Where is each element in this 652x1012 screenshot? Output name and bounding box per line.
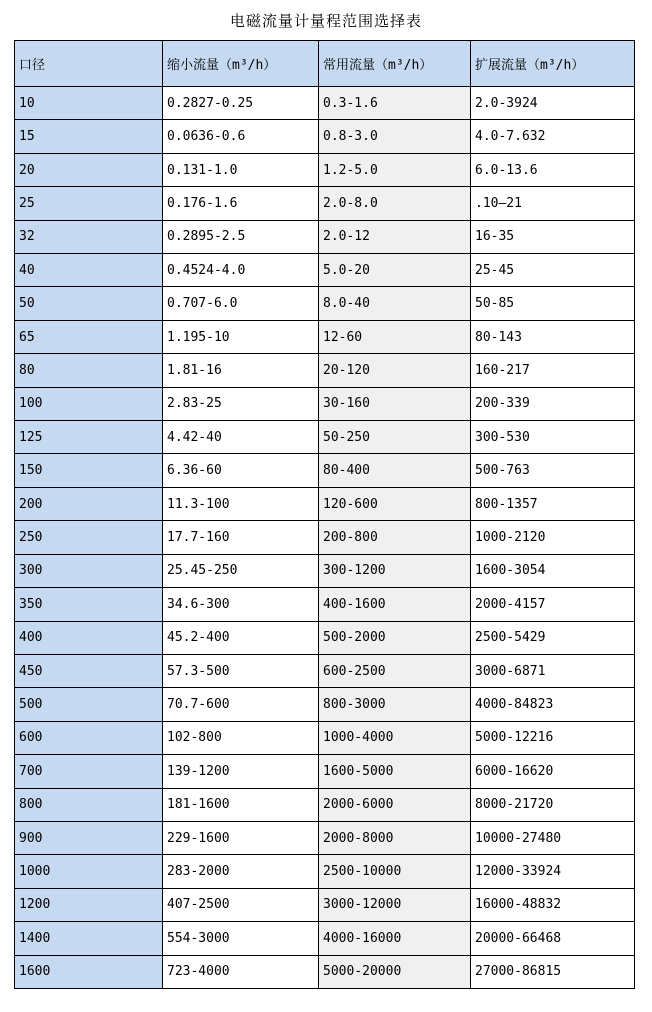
table-header-row [15, 41, 635, 87]
reduced-flow-cell: 0.2895-2.5 [163, 220, 319, 253]
extended-flow-cell: 1000-2120 [471, 521, 635, 554]
extended-flow-cell: 6.0-13.6 [471, 153, 635, 186]
common-flow-cell: 1000-4000 [319, 721, 471, 754]
reduced-flow-cell: 4.42-40 [163, 421, 319, 454]
diameter-cell: 80 [15, 354, 163, 387]
common-flow-cell: 5000-20000 [319, 955, 471, 988]
diameter-cell: 65 [15, 320, 163, 353]
diameter-cell: 1400 [15, 922, 163, 955]
reduced-flow-cell: 25.45-250 [163, 554, 319, 587]
reduced-flow-cell: 0.2827-0.25 [163, 87, 319, 120]
common-flow-cell: 80-400 [319, 454, 471, 487]
table-body [15, 87, 635, 989]
diameter-cell: 125 [15, 421, 163, 454]
diameter-cell: 700 [15, 755, 163, 788]
table-row [15, 621, 635, 654]
common-flow-cell: 300-1200 [319, 554, 471, 587]
diameter-cell: 150 [15, 454, 163, 487]
diameter-cell: 32 [15, 220, 163, 253]
reduced-flow-cell: 0.176-1.6 [163, 187, 319, 220]
reduced-flow-cell: 57.3-500 [163, 654, 319, 687]
table-row [15, 855, 635, 888]
common-flow-cell: 0.8-3.0 [319, 120, 471, 153]
table-row [15, 755, 635, 788]
table-row [15, 387, 635, 420]
common-flow-cell: 2.0-8.0 [319, 187, 471, 220]
table-row [15, 454, 635, 487]
extended-flow-cell: 20000-66468 [471, 922, 635, 955]
diameter-cell: 1000 [15, 855, 163, 888]
table-row [15, 688, 635, 721]
table-row [15, 922, 635, 955]
extended-flow-cell: 3000-6871 [471, 654, 635, 687]
extended-flow-cell: 80-143 [471, 320, 635, 353]
reduced-flow-cell: 407-2500 [163, 888, 319, 921]
reduced-flow-cell: 11.3-100 [163, 487, 319, 520]
reduced-flow-cell: 229-1600 [163, 821, 319, 854]
table-row [15, 87, 635, 120]
reduced-flow-cell: 1.81-16 [163, 354, 319, 387]
diameter-cell: 250 [15, 521, 163, 554]
table-row [15, 320, 635, 353]
diameter-cell: 900 [15, 821, 163, 854]
table-row [15, 554, 635, 587]
extended-flow-cell: 10000-27480 [471, 821, 635, 854]
diameter-cell: 1200 [15, 888, 163, 921]
table-row [15, 354, 635, 387]
table-row [15, 788, 635, 821]
table-row [15, 487, 635, 520]
diameter-cell: 300 [15, 554, 163, 587]
common-flow-cell: 1600-5000 [319, 755, 471, 788]
reduced-flow-cell: 6.36-60 [163, 454, 319, 487]
reduced-flow-cell: 102-800 [163, 721, 319, 754]
diameter-cell: 40 [15, 254, 163, 287]
common-flow-cell: 2.0-12 [319, 220, 471, 253]
reduced-flow-cell: 34.6-300 [163, 588, 319, 621]
extended-flow-cell: .10—21 [471, 187, 635, 220]
common-flow-cell: 20-120 [319, 354, 471, 387]
reduced-flow-cell: 554-3000 [163, 922, 319, 955]
common-flow-cell: 0.3-1.6 [319, 87, 471, 120]
reduced-flow-cell: 0.707-6.0 [163, 287, 319, 320]
reduced-flow-cell: 1.195-10 [163, 320, 319, 353]
diameter-cell: 400 [15, 621, 163, 654]
flow-range-table [14, 40, 635, 989]
common-flow-cell: 2000-8000 [319, 821, 471, 854]
table-row [15, 955, 635, 988]
common-flow-cell: 3000-12000 [319, 888, 471, 921]
extended-flow-cell: 16000-48832 [471, 888, 635, 921]
diameter-cell: 20 [15, 153, 163, 186]
common-flow-cell: 500-2000 [319, 621, 471, 654]
common-flow-cell: 4000-16000 [319, 922, 471, 955]
diameter-cell: 10 [15, 87, 163, 120]
extended-flow-cell: 16-35 [471, 220, 635, 253]
extended-flow-cell: 2.0-3924 [471, 87, 635, 120]
col-header-common-flow: 常用流量（m³/h） [319, 41, 471, 87]
common-flow-cell: 8.0-40 [319, 287, 471, 320]
reduced-flow-cell: 283-2000 [163, 855, 319, 888]
table-row [15, 287, 635, 320]
extended-flow-cell: 300-530 [471, 421, 635, 454]
extended-flow-cell: 25-45 [471, 254, 635, 287]
col-header-diameter: 口径 [15, 41, 163, 87]
reduced-flow-cell: 181-1600 [163, 788, 319, 821]
diameter-cell: 200 [15, 487, 163, 520]
common-flow-cell: 50-250 [319, 421, 471, 454]
common-flow-cell: 2500-10000 [319, 855, 471, 888]
common-flow-cell: 200-800 [319, 521, 471, 554]
table-row [15, 153, 635, 186]
extended-flow-cell: 2500-5429 [471, 621, 635, 654]
extended-flow-cell: 27000-86815 [471, 955, 635, 988]
common-flow-cell: 400-1600 [319, 588, 471, 621]
diameter-cell: 1600 [15, 955, 163, 988]
common-flow-cell: 12-60 [319, 320, 471, 353]
extended-flow-cell: 50-85 [471, 287, 635, 320]
diameter-cell: 800 [15, 788, 163, 821]
extended-flow-cell: 5000-12216 [471, 721, 635, 754]
table-row [15, 187, 635, 220]
reduced-flow-cell: 723-4000 [163, 955, 319, 988]
extended-flow-cell: 1600-3054 [471, 554, 635, 587]
reduced-flow-cell: 70.7-600 [163, 688, 319, 721]
table-row [15, 120, 635, 153]
extended-flow-cell: 200-339 [471, 387, 635, 420]
diameter-cell: 350 [15, 588, 163, 621]
extended-flow-cell: 4.0-7.632 [471, 120, 635, 153]
reduced-flow-cell: 0.131-1.0 [163, 153, 319, 186]
diameter-cell: 15 [15, 120, 163, 153]
table-row [15, 588, 635, 621]
extended-flow-cell: 2000-4157 [471, 588, 635, 621]
reduced-flow-cell: 0.4524-4.0 [163, 254, 319, 287]
diameter-cell: 450 [15, 654, 163, 687]
table-row [15, 888, 635, 921]
table-row [15, 421, 635, 454]
diameter-cell: 600 [15, 721, 163, 754]
reduced-flow-cell: 45.2-400 [163, 621, 319, 654]
diameter-cell: 25 [15, 187, 163, 220]
reduced-flow-cell: 2.83-25 [163, 387, 319, 420]
reduced-flow-cell: 139-1200 [163, 755, 319, 788]
page-title: 电磁流量计量程范围选择表 [229, 11, 422, 30]
common-flow-cell: 1.2-5.0 [319, 153, 471, 186]
common-flow-cell: 120-600 [319, 487, 471, 520]
extended-flow-cell: 800-1357 [471, 487, 635, 520]
common-flow-cell: 800-3000 [319, 688, 471, 721]
diameter-cell: 50 [15, 287, 163, 320]
reduced-flow-cell: 17.7-160 [163, 521, 319, 554]
reduced-flow-cell: 0.0636-0.6 [163, 120, 319, 153]
extended-flow-cell: 8000-21720 [471, 788, 635, 821]
table-row [15, 220, 635, 253]
table-row [15, 254, 635, 287]
table-row [15, 821, 635, 854]
diameter-cell: 500 [15, 688, 163, 721]
common-flow-cell: 5.0-20 [319, 254, 471, 287]
table-row [15, 654, 635, 687]
common-flow-cell: 2000-6000 [319, 788, 471, 821]
extended-flow-cell: 160-217 [471, 354, 635, 387]
extended-flow-cell: 4000-84823 [471, 688, 635, 721]
extended-flow-cell: 6000-16620 [471, 755, 635, 788]
table-row [15, 721, 635, 754]
col-header-reduced-flow: 缩小流量（m³/h） [163, 41, 319, 87]
table-row [15, 521, 635, 554]
extended-flow-cell: 500-763 [471, 454, 635, 487]
common-flow-cell: 30-160 [319, 387, 471, 420]
col-header-extended-flow: 扩展流量（m³/h） [471, 41, 635, 87]
common-flow-cell: 600-2500 [319, 654, 471, 687]
diameter-cell: 100 [15, 387, 163, 420]
extended-flow-cell: 12000-33924 [471, 855, 635, 888]
